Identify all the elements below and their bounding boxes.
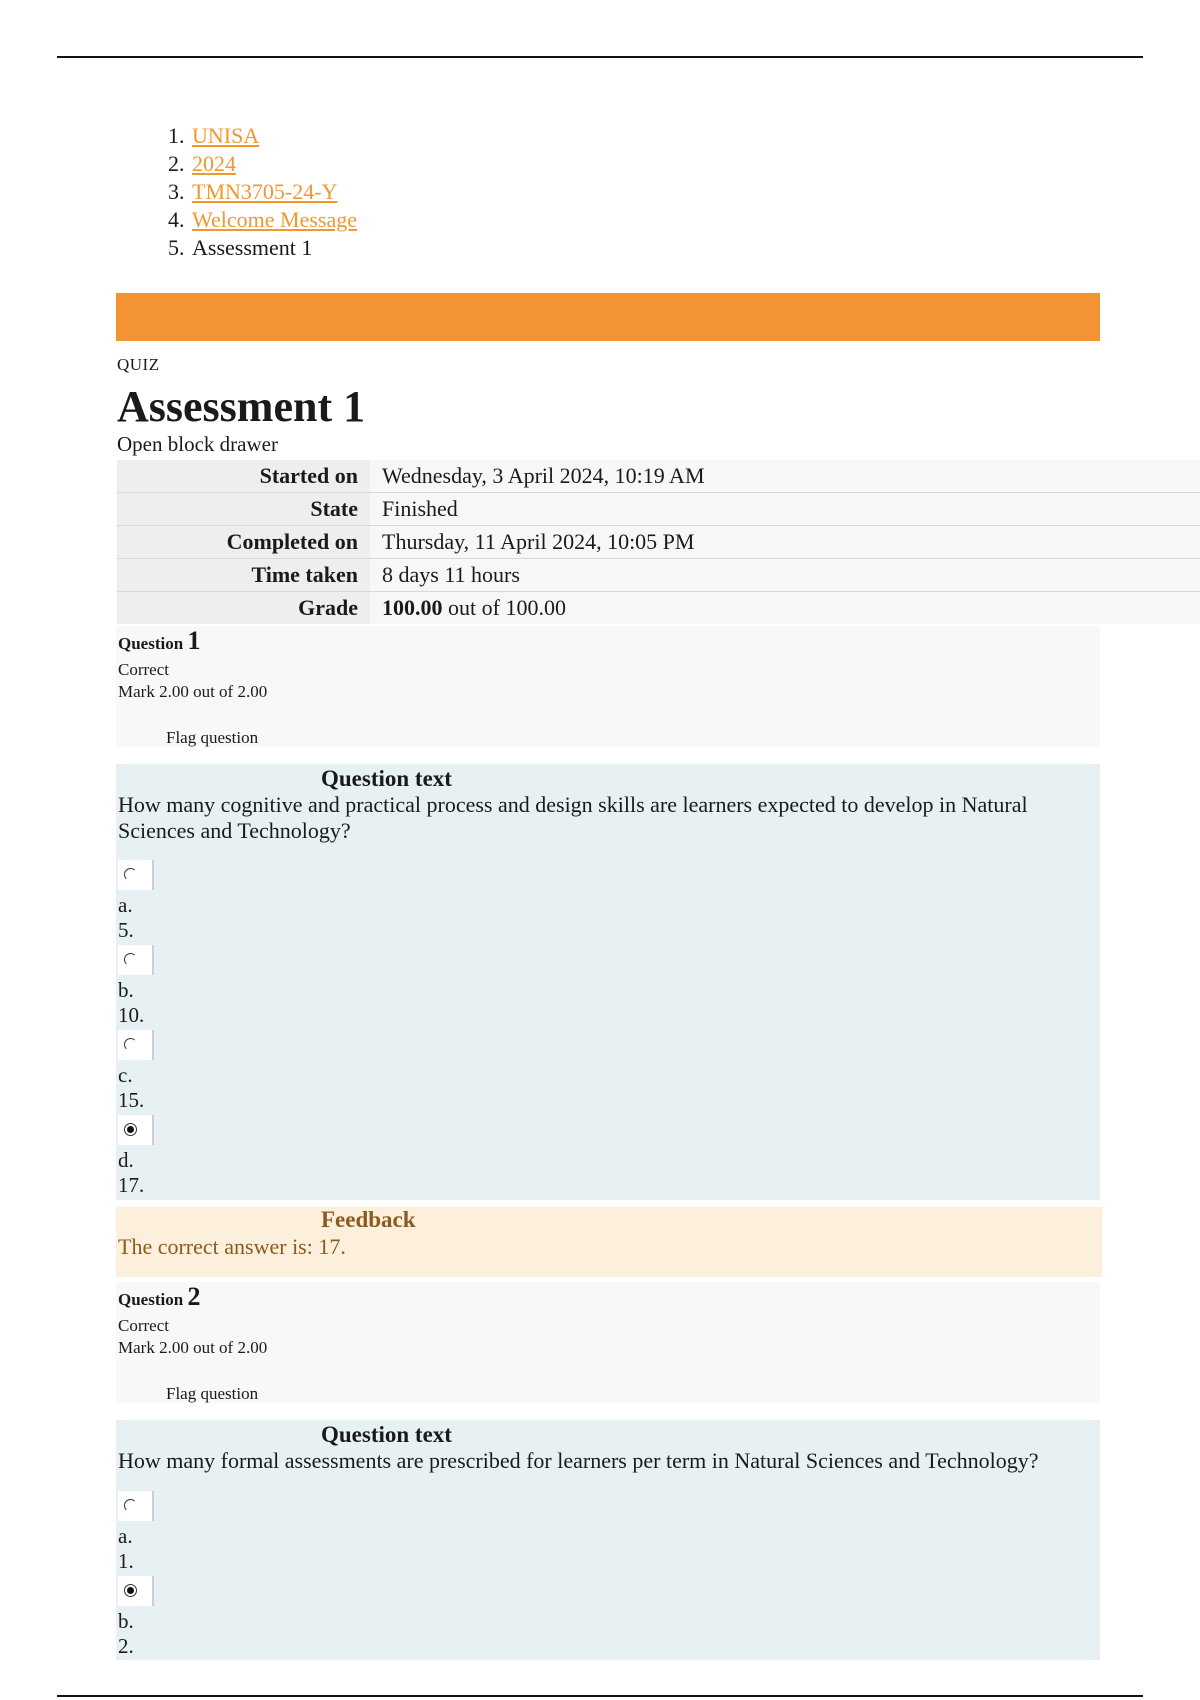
page-title: Assessment 1 — [117, 382, 366, 431]
breadcrumb-current: Assessment 1 — [192, 235, 313, 260]
answer-option-b[interactable] — [118, 945, 418, 1029]
question-info-2 — [116, 1282, 1100, 1402]
breadcrumb-item — [190, 122, 357, 150]
radio-container — [118, 860, 154, 890]
question-text: How many formal assessments are prescribed for learners per term in Natural Sciences and Technology? — [118, 1448, 1039, 1473]
question-mark: Mark 2.00 out of 2.00 — [118, 682, 268, 701]
summary-row-started — [117, 460, 1200, 493]
option-letter: a. — [118, 893, 133, 917]
time-taken-value: 8 days 11 hours — [370, 559, 1200, 592]
state-label: State — [117, 493, 370, 526]
question-content-2 — [116, 1420, 1100, 1660]
radio-button-selected[interactable] — [124, 1584, 137, 1597]
option-letter: b. — [118, 1609, 134, 1633]
radio-container — [118, 1576, 154, 1606]
question-text-heading: Question text — [321, 766, 452, 791]
time-taken-label: Time taken — [117, 559, 370, 592]
radio-container — [118, 945, 154, 975]
flag-question-button[interactable]: Flag question — [166, 728, 259, 747]
option-value: 17. — [118, 1173, 145, 1197]
question-text-heading: Question text — [321, 1422, 452, 1447]
flag-question-button[interactable]: Flag question — [166, 1384, 259, 1403]
summary-row-grade — [117, 592, 1200, 625]
breadcrumb-item — [190, 150, 357, 178]
breadcrumb-item — [190, 234, 357, 262]
question-state: Correct — [118, 660, 169, 679]
question-mark: Mark 2.00 out of 2.00 — [118, 1338, 268, 1357]
top-rule — [57, 56, 1143, 58]
radio-button-selected[interactable] — [124, 1123, 137, 1136]
state-value: Finished — [370, 493, 1200, 526]
breadcrumb-link-course[interactable]: TMN3705-24-Y — [192, 179, 338, 204]
option-value: 15. — [118, 1088, 145, 1112]
question-number-value: 1 — [187, 626, 201, 655]
started-on-value: Wednesday, 3 April 2024, 10:19 AM — [370, 460, 1200, 493]
attempt-summary-table — [117, 460, 1200, 624]
option-value: 10. — [118, 1003, 145, 1027]
option-letter: c. — [118, 1063, 133, 1087]
question-text: How many cognitive and practical process and design skills are learners expected to develop in Natural Sciences and Technology? — [118, 792, 1028, 843]
completed-on-value: Thursday, 11 April 2024, 10:05 PM — [370, 526, 1200, 559]
completed-on-label: Completed on — [117, 526, 370, 559]
breadcrumb-item — [190, 206, 357, 234]
answer-option-a[interactable] — [118, 860, 418, 944]
answer-option-a[interactable] — [118, 1491, 418, 1575]
bottom-rule — [57, 1695, 1143, 1697]
question-info-1 — [116, 626, 1100, 746]
summary-row-time — [117, 559, 1200, 592]
radio-button[interactable] — [124, 953, 137, 966]
open-block-drawer-button[interactable]: Open block drawer — [117, 432, 278, 456]
activity-type-label: QUIZ — [117, 355, 160, 374]
grade-value: 100.00 — [382, 595, 443, 620]
breadcrumb — [150, 122, 357, 262]
answer-option-d[interactable] — [118, 1115, 418, 1199]
feedback-panel-1 — [116, 1207, 1102, 1277]
question-number — [118, 1282, 200, 1312]
question-content-1 — [116, 764, 1100, 1200]
breadcrumb-link-unisa[interactable]: UNISA — [192, 123, 260, 148]
question-number-value: 2 — [187, 1282, 201, 1311]
radio-container — [118, 1030, 154, 1060]
question-number — [118, 626, 200, 656]
summary-row-completed — [117, 526, 1200, 559]
breadcrumb-item — [190, 178, 357, 206]
started-on-label: Started on — [117, 460, 370, 493]
breadcrumb-link-year[interactable]: 2024 — [192, 151, 236, 176]
option-value: 5. — [118, 918, 134, 942]
option-value: 1. — [118, 1549, 134, 1573]
summary-row-state — [117, 493, 1200, 526]
question-prefix: Question — [118, 1290, 184, 1309]
option-letter: a. — [118, 1524, 133, 1548]
radio-container — [118, 1115, 154, 1145]
header-banner — [116, 293, 1100, 341]
feedback-text: The correct answer is: 17. — [118, 1234, 346, 1259]
feedback-heading: Feedback — [321, 1207, 416, 1232]
option-letter: d. — [118, 1148, 134, 1172]
radio-button[interactable] — [124, 1038, 137, 1051]
grade-suffix: out of 100.00 — [448, 595, 566, 620]
radio-button[interactable] — [124, 868, 137, 881]
answer-option-c[interactable] — [118, 1030, 418, 1114]
option-value: 2. — [118, 1634, 134, 1658]
radio-button[interactable] — [124, 1499, 137, 1512]
grade-value-cell — [370, 592, 1200, 625]
question-prefix: Question — [118, 634, 184, 653]
radio-container — [118, 1491, 154, 1521]
answer-option-b[interactable] — [118, 1576, 418, 1660]
grade-label: Grade — [117, 592, 370, 625]
question-state: Correct — [118, 1316, 169, 1335]
option-letter: b. — [118, 978, 134, 1002]
breadcrumb-link-welcome[interactable]: Welcome Message — [192, 207, 357, 232]
